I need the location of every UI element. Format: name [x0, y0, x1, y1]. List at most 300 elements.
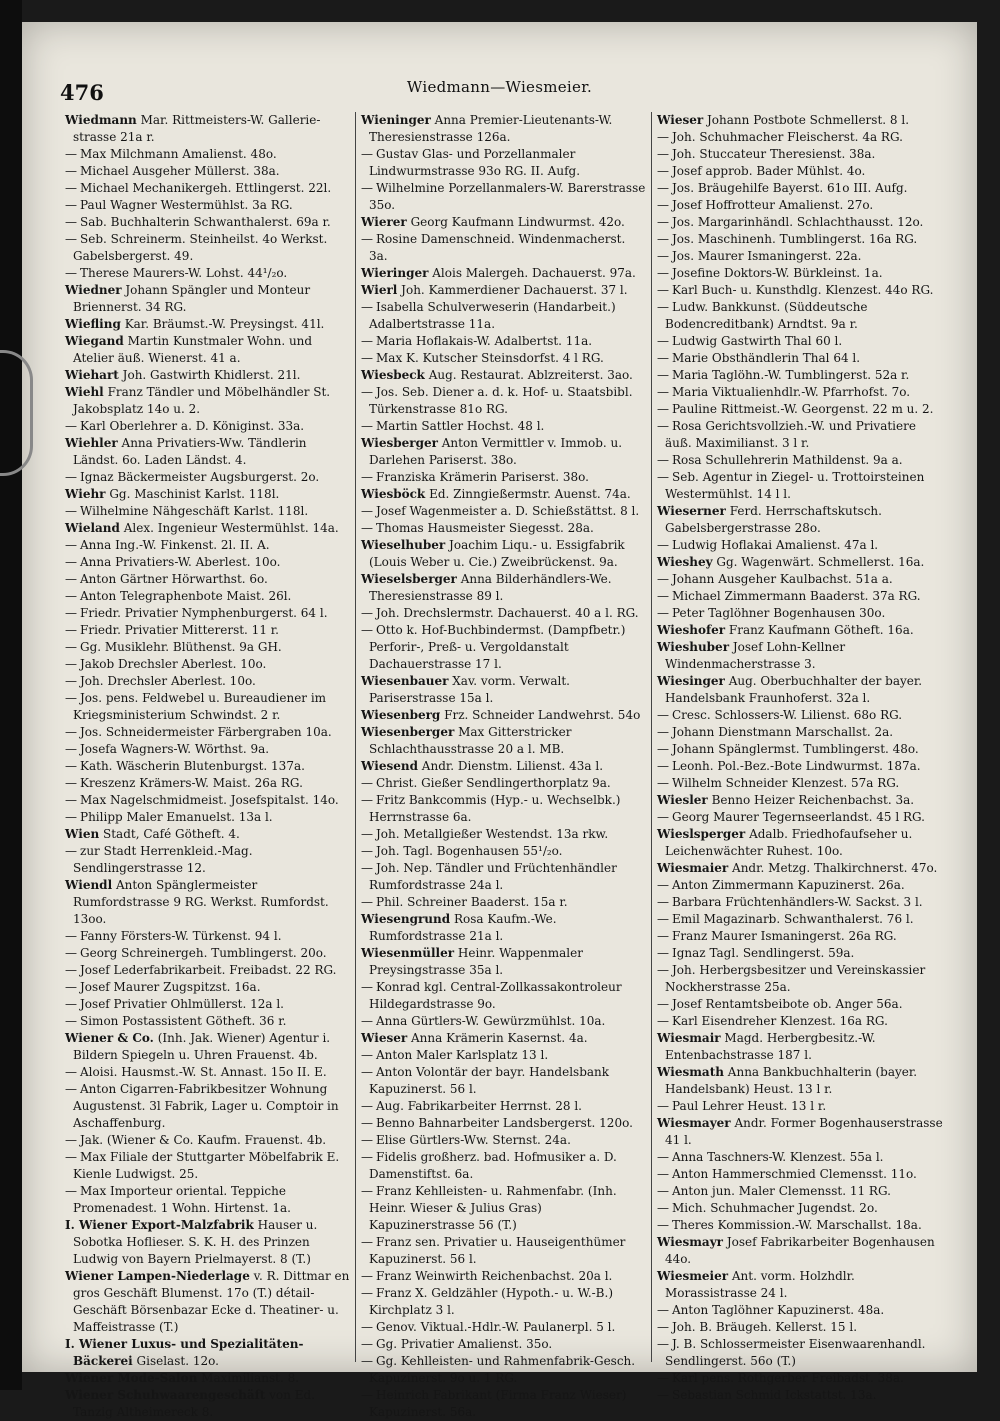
directory-entry	[361, 571, 646, 605]
directory-entry	[361, 894, 646, 911]
entry-text: Mich. Schuhmacher Jugendst. 2o.	[672, 1201, 878, 1215]
entry-surname: Wiesengrund	[361, 912, 451, 926]
entry-surname: I. Wiener Luxus- und Spezialitäten-Bäckerei	[65, 1337, 304, 1368]
entry-text: Josefine Doktors-W. Bürkleinst. 1a.	[672, 266, 883, 280]
entry-text: Karl pens. Rothgerber Freibadst. 38a.	[672, 1371, 904, 1385]
entry-text: Josef Lederfabrikarbeit. Freibadst. 22 RG.	[80, 963, 337, 977]
entry-text: Anton Vermittler v. Immob. u. Darlehen Pariserst. 38o.	[369, 436, 623, 467]
ditto-dash: —	[361, 793, 373, 807]
ditto-dash: —	[65, 1065, 77, 1079]
directory-entry	[65, 163, 350, 180]
ditto-dash: —	[657, 1184, 669, 1198]
directory-entry	[361, 282, 646, 299]
entry-text: Ant. vorm. Holzhdlr. Morassistrasse 24 l.	[665, 1269, 855, 1300]
entry-text: Franz Weinwirth Reichenbachst. 20a l.	[376, 1269, 613, 1283]
directory-entry	[65, 571, 350, 588]
directory-entry	[361, 435, 646, 469]
entry-text: Sab. Buchhalterin Schwanthalerst. 69a r.	[80, 215, 331, 229]
directory-entry	[361, 724, 646, 758]
ditto-dash: —	[65, 1150, 77, 1164]
entry-text: Georg Schreinergeh. Tumblingerst. 20o.	[80, 946, 327, 960]
directory-entry	[361, 1115, 646, 1132]
entry-text: Jos. Seb. Diener a. d. k. Hof- u. Staatsbibl. Türkenstrasse 81o RG.	[369, 385, 633, 416]
ditto-dash: —	[65, 1133, 77, 1147]
directory-entry	[657, 894, 943, 911]
ditto-dash: —	[65, 963, 77, 977]
directory-entry	[65, 231, 350, 265]
directory-entry	[657, 775, 943, 792]
entry-text: Anton Telegraphenbote Maist. 26l.	[80, 589, 292, 603]
directory-entry	[361, 979, 646, 1013]
directory-entry	[657, 214, 943, 231]
entry-surname: Wiegand	[65, 334, 124, 348]
entry-text: Karl Oberlehrer a. D. Königinst. 33a.	[80, 419, 305, 433]
directory-entry	[361, 1319, 646, 1336]
directory-entry	[65, 1370, 350, 1387]
ditto-dash: —	[65, 997, 77, 1011]
directory-entry	[65, 503, 350, 520]
entry-text: Karl Eisendreher Klenzest. 16a RG.	[672, 1014, 888, 1028]
directory-entry	[657, 1098, 943, 1115]
directory-entry	[65, 1030, 350, 1064]
entry-surname: Wiesmair	[657, 1031, 721, 1045]
entry-text: Ludw. Bankkunst. (Süddeutsche Bodencreditbank) Arndtst. 9a r.	[665, 300, 868, 331]
directory-entry	[657, 384, 943, 401]
directory-entry	[657, 826, 943, 860]
entry-text: Cresc. Schlossers-W. Lilienst. 68o RG.	[672, 708, 903, 722]
ditto-dash: —	[65, 147, 77, 161]
directory-entry	[657, 758, 943, 775]
entry-text: Michael Mechanikergeh. Ettlingerst. 22l.	[80, 181, 332, 195]
entry-surname: Wiesinger	[657, 674, 725, 688]
ditto-dash: —	[657, 946, 669, 960]
directory-entry	[65, 792, 350, 809]
ditto-dash: —	[361, 623, 373, 637]
entry-text: Gg. Maschinist Karlst. 118l.	[109, 487, 280, 501]
entry-text: Aug. Fabrikarbeiter Herrnst. 28 l.	[376, 1099, 582, 1113]
entry-text: Josef approb. Bader Mühlst. 4o.	[672, 164, 866, 178]
ditto-dash: —	[657, 453, 669, 467]
directory-entry	[361, 1013, 646, 1030]
directory-entry	[361, 1132, 646, 1149]
entry-surname: Wiehart	[65, 368, 119, 382]
entry-text: Pauline Rittmeist.-W. Georgenst. 22 m u. 2.	[672, 402, 934, 416]
entry-surname: Wiener Lampen-Niederlage	[65, 1269, 250, 1283]
entry-text: Franz Tändler und Möbelhändler St. Jakobsplatz 14o u. 2.	[73, 385, 331, 416]
entry-text: Anna Bankbuchhalterin (bayer. Handelsbank) Heust. 13 l r.	[665, 1065, 918, 1096]
entry-text: Aug. Oberbuchhalter der bayer. Handelsbank Fraunhoferst. 32a l.	[665, 674, 923, 705]
ditto-dash: —	[657, 810, 669, 824]
ditto-dash: —	[361, 1320, 373, 1334]
entry-text: zur Stadt Herrenkleid.-Mag. Sendlingerstrasse 12.	[73, 844, 253, 875]
binder-ring	[0, 350, 33, 476]
entry-text: Heinrich Fabrikant (Firma Franz Wieser) Kapuzinerst. 56a.	[369, 1388, 627, 1419]
ditto-dash: —	[65, 198, 77, 212]
ditto-dash: —	[657, 929, 669, 943]
entry-surname: Wieninger	[361, 113, 431, 127]
entry-text: Alois Malergeh. Dachauerst. 97a.	[432, 266, 636, 280]
entry-text: Josef Lohn-Kellner Windenmacherstrasse 3.	[665, 640, 846, 671]
entry-surname: Wiesmath	[657, 1065, 724, 1079]
entry-text: Johann Spängler und Monteur Briennerst. 34 RG.	[73, 283, 311, 314]
entry-text: Giselast. 12o.	[136, 1354, 219, 1368]
ditto-dash: —	[65, 470, 77, 484]
entry-text: Anton Spänglermeister Rumfordstrasse 9 RG. Werkst. Rumfordst. 13oo.	[73, 878, 329, 926]
directory-entry	[361, 299, 646, 333]
entry-text: Phil. Schreiner Baaderst. 15a r.	[376, 895, 568, 909]
ditto-dash: —	[657, 283, 669, 297]
directory-entry	[65, 333, 350, 367]
scan-left-edge	[0, 0, 22, 1390]
directory-entry	[65, 367, 350, 384]
entry-text: Wilhelmine Nähgeschäft Karlst. 118l.	[80, 504, 309, 518]
ditto-dash: —	[657, 912, 669, 926]
directory-entry	[657, 248, 943, 265]
directory-entry	[65, 1081, 350, 1132]
directory-entry	[361, 1064, 646, 1098]
directory-entry	[65, 469, 350, 486]
directory-entry	[361, 1387, 646, 1421]
ditto-dash: —	[657, 1099, 669, 1113]
entry-text: Simon Postassistent Götheft. 36 r.	[80, 1014, 287, 1028]
entry-text: Anna Privatiers-Ww. Tändlerin Ländst. 6o. Laden Ländst. 4.	[73, 436, 307, 467]
directory-entry	[65, 486, 350, 503]
page-number: 476	[60, 80, 104, 105]
entry-text: Martin Sattler Hochst. 48 l.	[376, 419, 545, 433]
ditto-dash: —	[65, 419, 77, 433]
directory-entry	[657, 180, 943, 197]
entry-text: Jos. Maschinenh. Tumblingerst. 16a RG.	[672, 232, 918, 246]
entry-text: Jakob Drechsler Aberlest. 10o.	[80, 657, 267, 671]
entry-text: Maria Viktualienhdlr.-W. Pfarrhofst. 7o.	[672, 385, 911, 399]
directory-entry	[361, 537, 646, 571]
directory-entry	[657, 163, 943, 180]
ditto-dash: —	[65, 1082, 77, 1096]
entry-text: Barbara Früchtenhändlers-W. Sackst. 3 l.	[672, 895, 923, 909]
entry-surname: Wien	[65, 827, 100, 841]
entry-text: Ferd. Herrschaftskutsch. Gabelsbergerstrasse 28o.	[665, 504, 882, 535]
entry-text: Jos. Margarinhändl. Schlachthausst. 12o.	[672, 215, 924, 229]
ditto-dash: —	[657, 1150, 669, 1164]
ditto-dash: —	[65, 266, 77, 280]
directory-entry	[657, 588, 943, 605]
ditto-dash: —	[361, 1184, 373, 1198]
entry-text: Johann Dienstmann Marschallst. 2a.	[672, 725, 894, 739]
directory-page	[22, 22, 977, 1419]
entry-text: Karl Buch- u. Kunsthdlg. Klenzest. 44o RG.	[672, 283, 934, 297]
directory-entry	[361, 792, 646, 826]
directory-entry	[657, 367, 943, 384]
entry-text: Aloisi. Hausmst.-W. St. Annast. 15o II. E.	[80, 1065, 327, 1079]
entry-text: Michael Zimmermann Baaderst. 37a RG.	[672, 589, 921, 603]
entry-text: Joh. Nep. Tändler und Früchtenhändler Rumfordstrasse 24a l.	[369, 861, 617, 892]
directory-entry	[657, 1387, 943, 1404]
directory-entry	[657, 1166, 943, 1183]
directory-entry	[65, 809, 350, 826]
directory-entry	[65, 639, 350, 656]
entry-surname: Wiener & Co.	[65, 1031, 154, 1045]
directory-entry	[361, 1268, 646, 1285]
entry-surname: Wieshey	[657, 555, 713, 569]
ditto-dash: —	[361, 1337, 373, 1351]
directory-entry	[65, 979, 350, 996]
ditto-dash: —	[361, 827, 373, 841]
ditto-dash: —	[361, 232, 373, 246]
entry-text: Gg. Musiklehr. Blüthenst. 9a GH.	[80, 640, 282, 654]
directory-entry	[657, 299, 943, 333]
entry-surname: Wiesberger	[361, 436, 438, 450]
entry-surname: Wieselsberger	[361, 572, 457, 586]
entry-text: Rosine Damenschneid. Windenmacherst. 3a.	[369, 232, 626, 263]
directory-entry	[657, 962, 943, 996]
entry-text: Gg. Wagenwärt. Schmellerst. 16a.	[716, 555, 925, 569]
ditto-dash: —	[65, 555, 77, 569]
ditto-dash: —	[361, 1286, 373, 1300]
ditto-dash: —	[65, 504, 77, 518]
directory-entry	[657, 945, 943, 962]
directory-entry	[65, 1387, 350, 1421]
directory-entry	[361, 112, 646, 146]
entry-text: Jos. pens. Feldwebel u. Bureaudiener im Kriegsministerium Schwindst. 2 r.	[73, 691, 327, 722]
ditto-dash: —	[361, 1133, 373, 1147]
ditto-dash: —	[361, 1014, 373, 1028]
directory-entry	[657, 809, 943, 826]
ditto-dash: —	[657, 538, 669, 552]
entry-text: Adalb. Friedhofaufseher u. Leichenwächter Ruhest. 10o.	[665, 827, 913, 858]
entry-text: Maria Hoflakais-W. Adalbertst. 11a.	[376, 334, 593, 348]
ditto-dash: —	[657, 589, 669, 603]
directory-entry	[657, 503, 943, 537]
directory-entry	[361, 146, 646, 180]
ditto-dash: —	[65, 215, 77, 229]
entry-surname: Wiesler	[657, 793, 708, 807]
entry-text: Aug. Restaurat. Ablzreiterst. 3ao.	[428, 368, 633, 382]
entry-text: Otto k. Hof-Buchbindermst. (Dampfbetr.) Perforir-, Preß- u. Vergoldanstalt Dachauerstrasse 17 l.	[369, 623, 626, 671]
ditto-dash: —	[657, 266, 669, 280]
entry-surname: Wiehr	[65, 487, 106, 501]
entry-text: Franz sen. Privatier u. Hauseigenthümer Kapuzinerst. 56 l.	[369, 1235, 626, 1266]
entry-text: Franz Kaufmann Götheft. 16a.	[728, 623, 914, 637]
directory-entry	[65, 520, 350, 537]
directory-entry	[657, 741, 943, 758]
entry-text: Anton Volontär der bayr. Handelsbank Kapuzinerst. 56 l.	[369, 1065, 610, 1096]
entry-text: Joh. Stuccateur Theresienst. 38a.	[672, 147, 876, 161]
directory-entry	[657, 707, 943, 724]
ditto-dash: —	[657, 147, 669, 161]
directory-entry	[657, 401, 943, 418]
entry-text: Josef Hoffrotteur Amalienst. 27o.	[672, 198, 874, 212]
entry-text: Gg. Kehlleisten- und Rahmenfabrik-Gesch. Kapuzinerst. 9o u. 1 RG.	[369, 1354, 636, 1385]
directory-entry	[361, 180, 646, 214]
ditto-dash: —	[657, 198, 669, 212]
directory-entry	[361, 350, 646, 367]
entry-text: Wilhelm Schneider Klenzest. 57a RG.	[672, 776, 900, 790]
directory-entry	[657, 146, 943, 163]
directory-entry	[65, 1268, 350, 1336]
entry-text: Thomas Hausmeister Siegesst. 28a.	[376, 521, 594, 535]
entry-surname: Wiesmeier	[657, 1269, 729, 1283]
ditto-dash: —	[65, 657, 77, 671]
ditto-dash: —	[657, 130, 669, 144]
ditto-dash: —	[361, 844, 373, 858]
ditto-dash: —	[657, 1388, 669, 1402]
ditto-dash: —	[657, 1218, 669, 1232]
entry-text: Johann Postbote Schmellerst. 8 l.	[707, 113, 910, 127]
entry-surname: Wieshuber	[657, 640, 730, 654]
entry-text: Josef Maurer Zugspitzst. 16a.	[80, 980, 261, 994]
entry-text: Alex. Ingenieur Westermühlst. 14a.	[123, 521, 339, 535]
directory-entry	[65, 282, 350, 316]
entry-text: Joh. Drechsler Aberlest. 10o.	[80, 674, 256, 688]
directory-entry	[361, 231, 646, 265]
ditto-dash: —	[361, 385, 373, 399]
directory-entry	[361, 1149, 646, 1183]
directory-entry	[65, 146, 350, 163]
ditto-dash: —	[657, 1167, 669, 1181]
ditto-dash: —	[65, 572, 77, 586]
directory-entry	[65, 214, 350, 231]
ditto-dash: —	[361, 147, 373, 161]
entry-text: Wilhelmine Porzellanmalers-W. Barerstrasse 35o.	[369, 181, 646, 212]
entry-text: Joh. Kammerdiener Dachauerst. 37 l.	[401, 283, 628, 297]
columns	[60, 112, 950, 1419]
entry-text: Ludwig Hoflakai Amalienst. 47a l.	[672, 538, 879, 552]
ditto-dash: —	[361, 1354, 373, 1368]
entry-surname: Wiefling	[65, 317, 121, 331]
directory-entry	[361, 860, 646, 894]
ditto-dash: —	[361, 1065, 373, 1079]
entry-surname: I. Wiener Export-Malzfabrik	[65, 1218, 254, 1232]
ditto-dash: —	[657, 1303, 669, 1317]
entry-text: Ludwig Gastwirth Thal 60 l.	[672, 334, 843, 348]
entry-text: Kar. Bräumst.-W. Preysingst. 41l.	[124, 317, 325, 331]
entry-text: Peter Taglöhner Bogenhausen 30o.	[672, 606, 886, 620]
ditto-dash: —	[65, 606, 77, 620]
directory-entry	[657, 1030, 943, 1064]
entry-text: Anna Privatiers-W. Aberlest. 10o.	[80, 555, 281, 569]
entry-surname: Wieshofer	[657, 623, 726, 637]
entry-text: Anna Taschners-W. Klenzest. 55a l.	[672, 1150, 884, 1164]
directory-entry	[657, 418, 943, 452]
entry-text: Benno Bahnarbeiter Landsbergerst. 120o.	[376, 1116, 633, 1130]
entry-text: Franz X. Geldzähler (Hypoth.- u. W.-B.) Kirchplatz 3 l.	[369, 1286, 613, 1317]
ditto-dash: —	[361, 1150, 373, 1164]
entry-text: Marie Obsthändlerin Thal 64 l.	[672, 351, 861, 365]
directory-entry	[657, 1302, 943, 1319]
ditto-dash: —	[361, 334, 373, 348]
ditto-dash: —	[65, 980, 77, 994]
entry-text: Leonh. Pol.-Bez.-Bote Lindwurmst. 187a.	[672, 759, 921, 773]
entry-text: (Inh. Jak. Wiener) Agentur i. Bildern Spiegeln u. Uhren Frauenst. 4b.	[73, 1031, 331, 1062]
directory-entry	[361, 1353, 646, 1387]
entry-text: Theres Kommission.-W. Marschallst. 18a.	[672, 1218, 922, 1232]
entry-text: Joh. Schuhmacher Fleischerst. 4a RG.	[672, 130, 903, 144]
ditto-dash: —	[657, 572, 669, 586]
entry-surname: Wieslsperger	[657, 827, 746, 841]
entry-text: Josefa Wagners-W. Wörthst. 9a.	[80, 742, 270, 756]
entry-text: Anna Premier-Lieutenants-W. Theresienstrasse 126a.	[369, 113, 613, 144]
directory-entry	[361, 843, 646, 860]
entry-text: Josef Rentamtsbeibote ob. Anger 56a.	[672, 997, 903, 1011]
ditto-dash: —	[65, 725, 77, 739]
entry-text: Maximilianst. 8.	[201, 1371, 300, 1385]
directory-entry	[65, 112, 350, 146]
ditto-dash: —	[657, 606, 669, 620]
directory-entry	[657, 622, 943, 639]
ditto-dash: —	[65, 759, 77, 773]
directory-entry	[65, 1217, 350, 1268]
running-head: Wiedmann—Wiesmeier.	[406, 78, 593, 96]
ditto-dash: —	[65, 946, 77, 960]
ditto-dash: —	[361, 980, 373, 994]
directory-entry	[65, 962, 350, 979]
entry-text: Franz Kehlleisten- u. Rahmenfabr. (Inh. Heinr. Wieser & Julius Gras) Kapuzinerstrasse 56 (T.)	[369, 1184, 617, 1232]
ditto-dash: —	[361, 419, 373, 433]
entry-text: Max K. Kutscher Steinsdorfst. 4 l RG.	[376, 351, 604, 365]
entry-text: Benno Heizer Reichenbachst. 3a.	[711, 793, 915, 807]
entry-text: Stadt, Café Götheft. 4.	[103, 827, 240, 841]
entry-text: Friedr. Privatier Mittererst. 11 r.	[80, 623, 279, 637]
entry-surname: Wiesböck	[361, 487, 426, 501]
entry-text: Mar. Rittmeisters-W. Gallerie-strasse 21a r.	[73, 113, 321, 144]
entry-surname: Wiener Mode-Salon	[65, 1371, 198, 1385]
entry-surname: Wiener Schuhwaarengeschäft	[65, 1388, 266, 1402]
entry-text: Fanny Försters-W. Türkenst. 94 l.	[80, 929, 282, 943]
entry-surname: Wiesbeck	[361, 368, 425, 382]
directory-entry	[361, 758, 646, 775]
entry-text: Anton Zimmermann Kapuzinerst. 26a.	[672, 878, 905, 892]
entry-text: Philipp Maler Emanuelst. 13a l.	[80, 810, 273, 824]
ditto-dash: —	[361, 504, 373, 518]
ditto-dash: —	[65, 742, 77, 756]
directory-entry	[65, 673, 350, 690]
directory-entry	[361, 945, 646, 979]
directory-entry	[657, 452, 943, 469]
ditto-dash: —	[657, 1337, 669, 1351]
entry-text: Ignaz Bäckermeister Augsburgerst. 2o.	[80, 470, 320, 484]
directory-entry	[65, 826, 350, 843]
entry-text: Anton Gärtner Hörwarthst. 6o.	[80, 572, 268, 586]
directory-entry	[361, 1047, 646, 1064]
directory-entry	[361, 333, 646, 350]
directory-entry	[361, 775, 646, 792]
directory-entry	[657, 1268, 943, 1302]
entry-text: Johann Ausgeher Kaulbachst. 51a a.	[672, 572, 893, 586]
directory-entry	[65, 656, 350, 673]
ditto-dash: —	[657, 164, 669, 178]
directory-entry	[657, 1149, 943, 1166]
entry-surname: Wiesend	[361, 759, 418, 773]
directory-entry	[65, 605, 350, 622]
directory-entry	[361, 520, 646, 537]
directory-entry	[65, 588, 350, 605]
ditto-dash: —	[361, 300, 373, 314]
entry-text: Ignaz Tagl. Sendlingerst. 59a.	[672, 946, 855, 960]
entry-text: Frz. Schneider Landwehrst. 54o	[444, 708, 641, 722]
entry-text: Konrad kgl. Central-Zollkassakontroleur Hildegardstrasse 9o.	[369, 980, 622, 1011]
directory-entry	[361, 418, 646, 435]
entry-text: Isabella Schulverweserin (Handarbeit.) Adalbertstrasse 11a.	[369, 300, 616, 331]
ditto-dash: —	[657, 1201, 669, 1215]
directory-entry	[361, 367, 646, 384]
ditto-dash: —	[657, 249, 669, 263]
directory-entry	[361, 605, 646, 622]
ditto-dash: —	[657, 402, 669, 416]
directory-entry	[65, 435, 350, 469]
directory-entry	[361, 622, 646, 673]
entry-text: Joh. Gastwirth Khidlerst. 21l.	[122, 368, 301, 382]
directory-entry	[657, 1200, 943, 1217]
